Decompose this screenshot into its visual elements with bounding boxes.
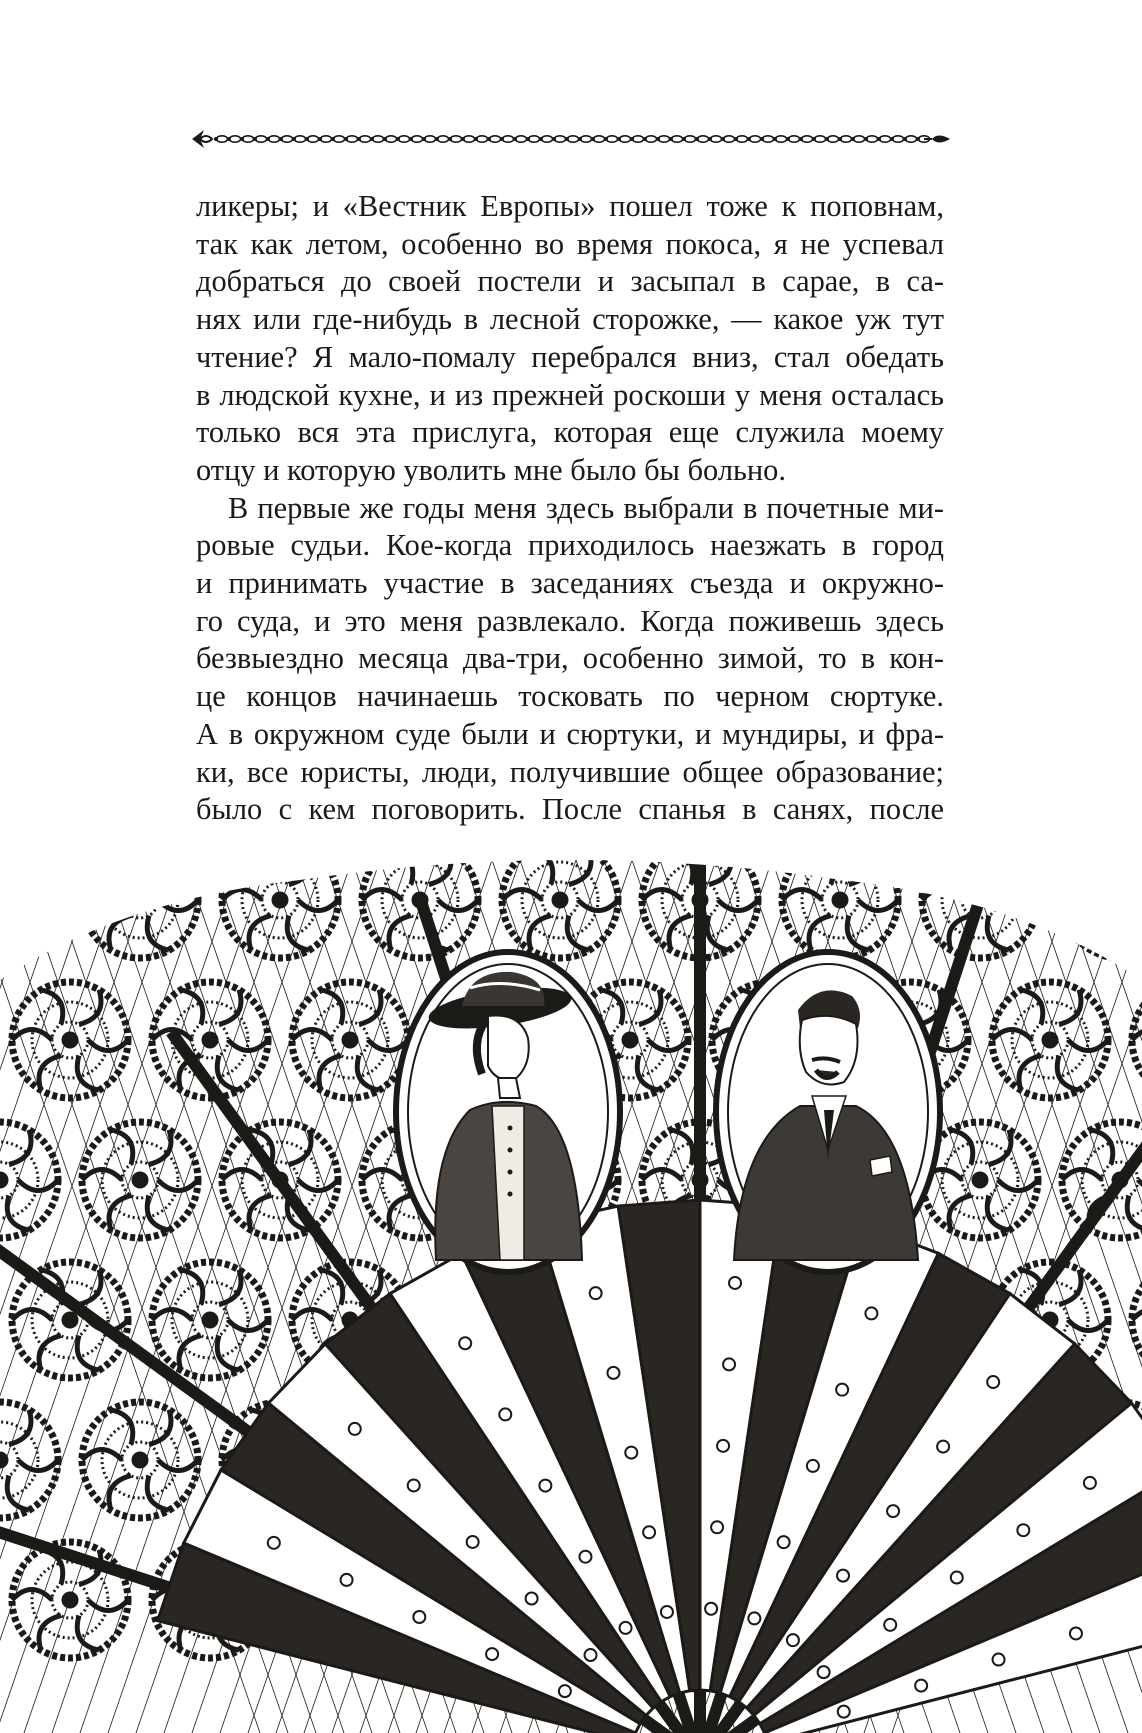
text-line: В первые же годы меня здесь выбрали в почетные ми- [228,490,944,525]
text-line: в людской кухне, и из прежней роскоши у меня осталась [196,377,944,412]
portrait-man [716,952,940,1272]
text-line: нях или где-нибудь в лесной сторожке, — какое уж тут [196,302,944,337]
text-line: и принимать участие в заседаниях съезда и окружно- [196,566,944,601]
text-line: так как летом, особенно во время покоса, я не успевал [196,226,944,261]
text-line: го суда, и это меня развлекало. Когда поживешь здесь [196,603,944,638]
portrait-woman [396,952,620,1272]
text-line: безвыездно месяца два-три, особенно зимой, то в кон- [196,641,944,676]
text-line: было с кем поговорить. После спанья в санях, после [196,792,944,827]
text-line: чтение? Я мало-помалу перебрался вниз, стал обедать [196,339,944,374]
body-text [196,188,944,829]
decorative-rule-ornament [190,124,952,154]
text-line: А в окружном суде были и сюртуки, и мундиры, и фра- [196,716,944,751]
text-line: ликеры; и «Вестник Европы» пошел тоже к поповнам, [196,189,944,223]
paragraph-1 [196,188,944,490]
text-line-last: отцу и которую уволить мне было бы больно. [196,452,786,487]
text-line: ки, все юристы, люди, получившие общее образование; [196,754,944,789]
text-line: добраться до своей постели и засыпал в сарае, в са- [196,264,944,299]
paragraph-2 [196,490,944,829]
lace-fan-illustration [0,860,1142,1733]
text-line: только вся эта прислуга, которая еще служила моему [196,415,944,450]
text-line: це концов начинаешь тосковать по черном сюртуке. [196,679,944,714]
text-line: ровые судьи. Кое-когда приходилось наезжать в город [196,528,944,563]
